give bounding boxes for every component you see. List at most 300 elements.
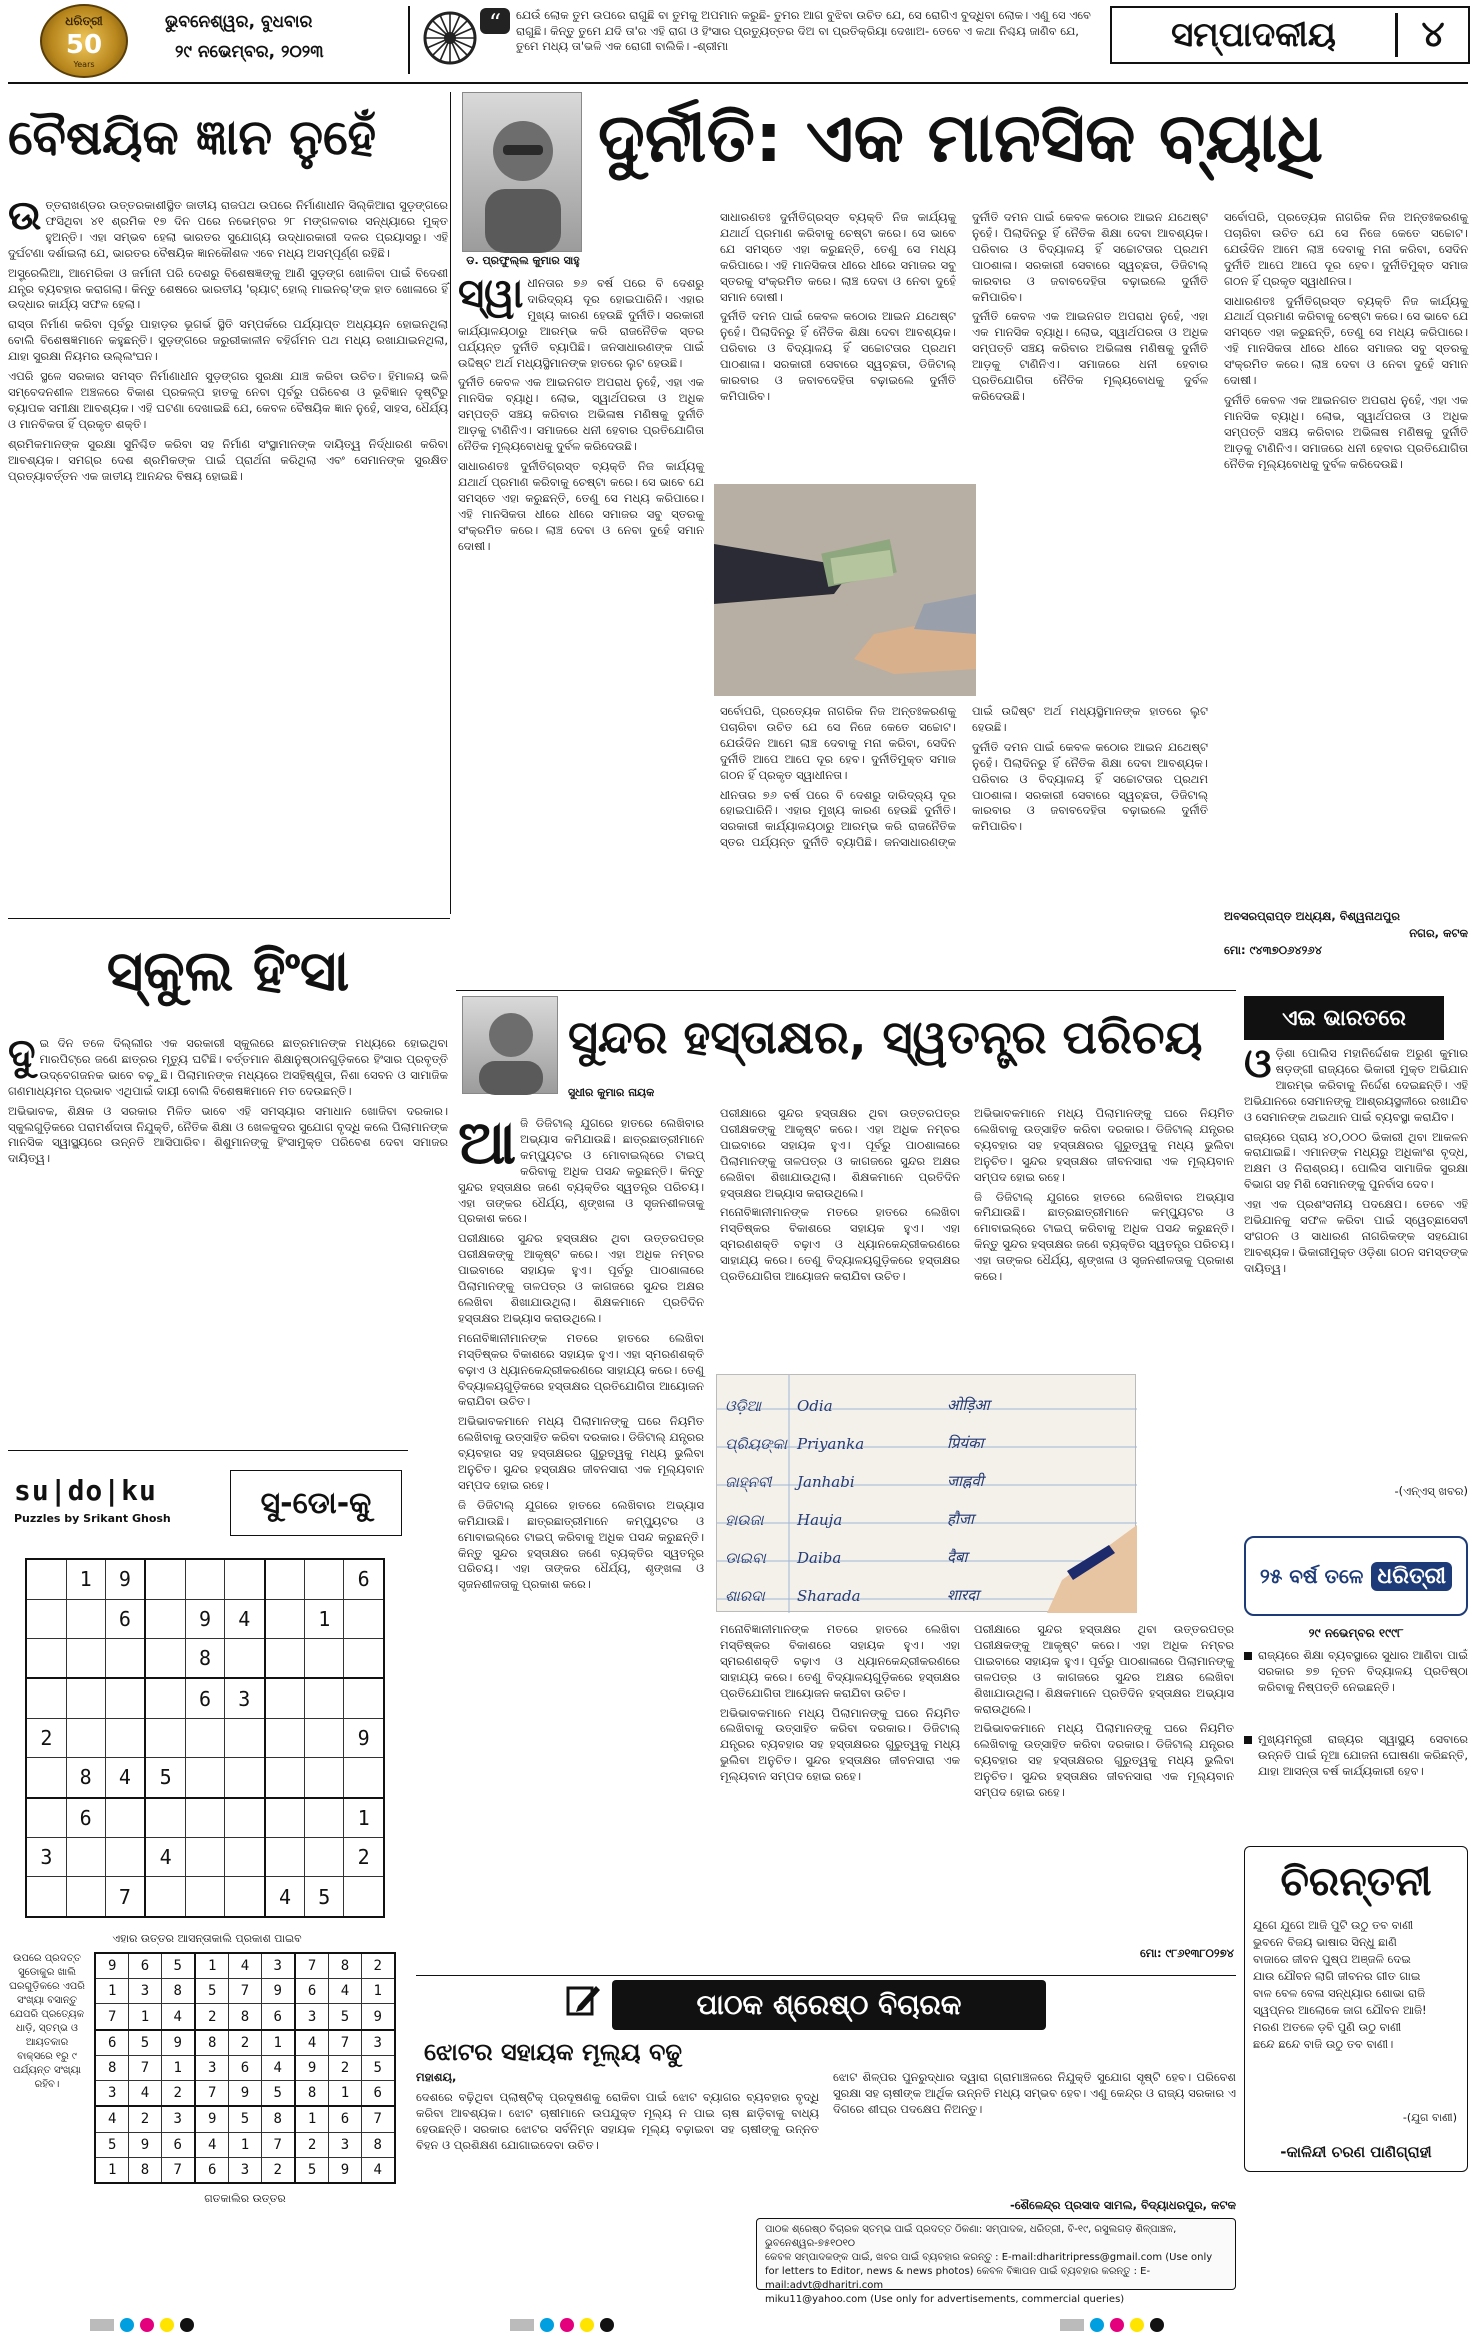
sudoku-answer-cell: 6 <box>229 2055 261 2080</box>
sudoku-answer-cell: 1 <box>329 2081 361 2107</box>
sudoku-cell[interactable] <box>305 1798 344 1838</box>
sudoku-answer-cell: 2 <box>261 2157 295 2183</box>
handwriting-sample-other: जाह्नवी <box>947 1472 984 1490</box>
header-divider-left <box>408 6 410 74</box>
sudoku-cell[interactable]: 1 <box>66 1559 105 1599</box>
sudoku-answer-cell: 4 <box>161 2004 195 2030</box>
author-photo <box>462 92 582 252</box>
sudoku-answer-cell: 4 <box>361 2157 395 2183</box>
sudoku-answer-cell: 3 <box>329 2132 361 2157</box>
sudoku-answer-cell: 8 <box>295 2081 329 2107</box>
school-para: ଅଭିଭାବକ, ଶିକ୍ଷକ ଓ ସରକାର ମିଳିତ ଭାବେ ଏହି ସମସ୍ୟାର ସମାଧାନ ଖୋଜିବା ଦରକାର। ସ୍କୁଲଗୁଡ଼ିକରେ ପରାମର୍ଶଦାତା ନିଯୁକ୍ତି, ନୈତିକ ଶିକ୍ଷା ଓ ଖେଳକୁଦର ସୁଯୋଗ ବୃଦ୍ଧି କଲେ ପିଲାମାନଙ୍କ ମାନସିକ ସ୍ୱାସ୍ଥ୍ୟରେ ଉନ୍ନତି ଆସିପାରିବ। ଶିଶୁମାନଙ୍କୁ ହିଂସାମୁକ୍ତ ପରିବେଶ ଦେବା ସମାଜର ଦାୟିତ୍ୱ। <box>8 1103 448 1166</box>
sudoku-cell[interactable]: 4 <box>265 1877 305 1917</box>
letter-title: ଝୋଟର ସହାୟକ ମୂଲ୍ୟ ବଢୁ <box>424 2038 682 2066</box>
corruption-body-bottom <box>720 704 1208 984</box>
sudoku-cell[interactable] <box>66 1877 105 1917</box>
sudoku-answer-cell: 9 <box>295 2055 329 2080</box>
sudoku-answer-cell: 2 <box>229 2030 261 2056</box>
corruption-para: ଦୁର୍ନୀତି କେବଳ ଏକ ଆଇନଗତ ଅପରାଧ ନୁହେଁ, ଏହା ଏକ ମାନସିକ ବ୍ୟାଧି। ଲୋଭ, ସ୍ୱାର୍ଥପରତା ଓ ଅଧିକ ସମ୍ପତ୍ତି ସଞ୍ଚୟ କରିବାର ଅଭିଳାଷ ମଣିଷକୁ ଦୁର୍ନୀତି ଆଡ଼କୁ ଟାଣିନିଏ। ସମାଜରେ ଧନୀ ହେବାର ପ୍ରତିଯୋଗିତା ନୈତିକ ମୂଲ୍ୟବୋଧକୁ ଦୁର୍ବଳ କରିଦେଉଛି। <box>1224 392 1468 471</box>
sudoku-answer-cell: 3 <box>261 1953 295 1979</box>
sudoku-answer-cell: 5 <box>361 2055 395 2080</box>
sudoku-answer-cell: 7 <box>129 2055 161 2080</box>
sudoku-row <box>26 1798 384 1838</box>
handwriting-para: ମନୋବିଜ୍ଞାନୀମାନଙ୍କ ମତରେ ହାତରେ ଲେଖିବା ମସ୍ତିଷ୍କର ବିକାଶରେ ସହାୟକ ହୁଏ। ଏହା ସ୍ମରଣଶକ୍ତି ବଢ଼ାଏ ଓ ଧ୍ୟାନକେନ୍ଦ୍ରୀକରଣରେ ସାହାଯ୍ୟ କରେ। ତେଣୁ ବିଦ୍ୟାଳୟଗୁଡ଼ିକରେ ହସ୍ତାକ୍ଷର ପ୍ରତିଯୋଗିତା ଆୟୋଜନ କରାଯିବା ଉଚିତ। <box>458 1330 704 1409</box>
pen-icon <box>566 1984 602 2020</box>
sudoku-cell[interactable] <box>105 1638 145 1678</box>
sudoku-cell[interactable] <box>265 1559 305 1599</box>
sudoku-row <box>95 2106 395 2132</box>
handwriting-article <box>458 996 1234 1972</box>
25-years-heading: ୨୫ ବର୍ଷ ତଳେ <box>1259 1564 1364 1588</box>
corruption-para: ସର୍ବୋପରି, ପ୍ରତ୍ୟେକ ନାଗରିକ ନିଜ ଅନ୍ତଃକରଣକୁ ପଚାରିବା ଉଚିତ ଯେ ସେ ନିଜେ କେତେ ସଚ୍ଚୋଟ। ଯେଉଁଦିନ ଆମେ ଲାଞ୍ଚ ଦେବାକୁ ମନା କରିବା, ସେଦିନ ଦୁର୍ନୀତି ଆପେ ଆପେ ଦୂର ହେବ। ଦୁର୍ନୀତିମୁକ୍ତ ସମାଜ ଗଠନ ହିଁ ପ୍ରକୃତ ସ୍ୱାଧୀନତା। <box>1224 210 1468 288</box>
letters-banner <box>612 1980 1046 2030</box>
handwriting-sample-odia: ଡାଇବା <box>725 1549 766 1567</box>
sudoku-cell[interactable] <box>66 1718 105 1757</box>
poem-line: ଯୁଗେ ଯୁଗେ ଆଜି ପୁଟି ଉଠୁ ତବ ବାଣୀ <box>1253 1918 1414 1932</box>
sudoku-answer-cell: 8 <box>129 2157 161 2183</box>
sudoku-answer-cell: 7 <box>295 1953 329 1979</box>
handwriting-para: ଅଭିଭାବକମାନେ ମଧ୍ୟ ପିଲାମାନଙ୍କୁ ଘରେ ନିୟମିତ ଲେଖିବାକୁ ଉତ୍ସାହିତ କରିବା ଦରକାର। ଡିଜିଟାଲ୍ ଯନ୍ତ୍ରର ବ୍ୟବହାର ସହ ହସ୍ତାକ୍ଷରର ଗୁରୁତ୍ୱକୁ ମଧ୍ୟ ଭୁଲିବା ଅନୁଚିତ। ସୁନ୍ଦର ହସ୍ତାକ୍ଷର ଜୀବନସାରା ଏକ ମୂଲ୍ୟବାନ ସମ୍ପଦ ହୋଇ ରହେ। <box>974 1721 1234 1800</box>
sudoku-cell[interactable] <box>26 1877 66 1917</box>
handwriting-para: ମନୋବିଜ୍ଞାନୀମାନଙ୍କ ମତରେ ହାତରେ ଲେଖିବା ମସ୍ତିଷ୍କର ବିକାଶରେ ସହାୟକ ହୁଏ। ଏହା ସ୍ମରଣଶକ୍ତି ବଢ଼ାଏ ଓ ଧ୍ୟାନକେନ୍ଦ୍ରୀକରଣରେ ସାହାଯ୍ୟ କରେ। ତେଣୁ ବିଦ୍ୟାଳୟଗୁଡ଼ିକରେ ହସ୍ତାକ୍ଷର ପ୍ରତିଯୋଗିତା ଆୟୋଜନ କରାଯିବା ଉଚିତ। <box>720 1205 960 1284</box>
handwriting-sample-latin: Hauja <box>797 1511 843 1529</box>
masthead <box>0 0 1476 82</box>
sudoku-cell[interactable] <box>224 1758 264 1798</box>
square-bullet-icon <box>1244 1736 1252 1744</box>
sudoku-answer-cell: 4 <box>295 2030 329 2056</box>
corruption-body-right <box>972 210 1208 570</box>
sudoku-cell[interactable]: 6 <box>66 1798 105 1838</box>
sudoku-cell[interactable] <box>26 1678 66 1718</box>
poem-line: ଯାଉ ଯୌବନ ଲାଗି ଜୀବନର ଗୀତ ଗାଇ <box>1253 1969 1421 1983</box>
handwriting-body-col3-lower <box>974 1622 1234 1952</box>
wheel-icon <box>422 10 478 66</box>
sudoku-cell[interactable] <box>305 1718 344 1757</box>
handwriting-sample-odia: ହାଉଜା <box>725 1511 764 1529</box>
this-india-para: ରାଜ୍ୟରେ ପ୍ରାୟ ୪୦,୦୦୦ ଭିକାରୀ ଥିବା ଆକଳନ କରାଯାଇଛି। ଏମାନଙ୍କ ମଧ୍ୟରୁ ଅଧିକାଂଶ ବୃଦ୍ଧ, ଅକ୍ଷମ ଓ ନିରାଶ୍ରୟ। ପୋଲିସ ସାମାଜିକ ସୁରକ୍ଷା ବିଭାଗ ସହ ମିଶି ସେମାନଙ୍କୁ ପୁନର୍ବାସ ଦେବ। <box>1244 1129 1468 1192</box>
section-title-box <box>1110 6 1470 64</box>
handwriting-body-col1 <box>458 1108 704 1936</box>
sudoku-cell[interactable] <box>66 1599 105 1638</box>
poem-line: ଛନ୍ଦେ ଛନ୍ଦେ ବାଜି ଉଠୁ ତବ ବାଣୀ। <box>1253 2037 1394 2051</box>
sudoku-cell[interactable] <box>344 1599 384 1638</box>
sudoku-cell[interactable] <box>105 1718 145 1757</box>
corruption-headline: ଦୁର୍ନୀତି: ଏକ ମାନସିକ ବ୍ୟାଧି <box>598 99 1324 178</box>
sudoku-answer-cell: 5 <box>329 2004 361 2030</box>
handwriting-para: ଅଭିଭାବକମାନେ ମଧ୍ୟ ପିଲାମାନଙ୍କୁ ଘରେ ନିୟମିତ ଲେଖିବାକୁ ଉତ୍ସାହିତ କରିବା ଦରକାର। ଡିଜିଟାଲ୍ ଯନ୍ତ୍ରର ବ୍ୟବହାର ସହ ହସ୍ତାକ୍ଷରର ଗୁରୁତ୍ୱକୁ ମଧ୍ୟ ଭୁଲିବା ଅନୁଚିତ। ସୁନ୍ଦର ହସ୍ତାକ୍ଷର ଜୀବନସାରା ଏକ ମୂଲ୍ୟବାନ ସମ୍ପଦ ହୋଇ ରହେ। <box>458 1414 704 1492</box>
footer-address: ପାଠକ ଶ୍ରେଷ୍ଠ ବିଚାରକ ସ୍ତମ୍ଭ ପାଇଁ ପ୍ରଦତ୍ତ ଠିକଣା: ସମ୍ପାଦକ, ଧରିତ୍ରୀ, ବି-୧୯, ରସୁଲଗଡ଼ ଶିଳ୍ପାଞ୍ଚଳ, ଭୁବନେଶ୍ୱର-୭୫୧୦୧୦ <box>765 2224 1177 2249</box>
sudoku-cell[interactable] <box>26 1559 66 1599</box>
sudoku-cell[interactable] <box>224 1877 264 1917</box>
sudoku-cell[interactable] <box>265 1638 305 1678</box>
handwriting-sample-row <box>717 1495 1057 1533</box>
footer-email-advt[interactable]: miku11@yahoo.com (Use only for advertisements, commercial queries) <box>765 2294 1125 2305</box>
logo-brand-text: ଧରିତ୍ରୀ <box>65 14 103 28</box>
handwriting-sample-odia: ଜାହ୍ନବୀ <box>725 1473 772 1491</box>
sudoku-answer-cell: 6 <box>95 2030 129 2056</box>
sudoku-answer-cell: 9 <box>261 1979 295 2004</box>
corruption-para: ଧୀନତାର ୭୬ ବର୍ଷ ପରେ ବି ଦେଶରୁ ଦାରିଦ୍ର୍ୟ ଦୂର ହୋଇପାରିନି। ଏହାର ମୁଖ୍ୟ କାରଣ ହେଉଛି ଦୁର୍ନୀତି। ସରକାରୀ କାର୍ଯ୍ୟାଳୟଠାରୁ ଆରମ୍ଭ କରି ରାଜନୈତିକ ସ୍ତର ପର୍ଯ୍ୟନ୍ତ ଦୁର୍ନୀତି ବ୍ୟାପିଛି। ଜନସାଧାରଣଙ୍କ ପାଇଁ ଉଦ୍ଦିଷ୍ଟ ଅର୍ଥ ମଧ୍ୟସ୍ଥିମାନଙ୍କ ହାତରେ ଲୁଟ ହେଉଛି। <box>458 276 704 370</box>
poem-line: ବାଳ ବେଳ ବେଳା ସନ୍ଧ୍ୟାର ଶୋଭା ରାଜି <box>1253 1986 1426 2000</box>
chirantani-ref: -(ଯୁଗ ବାଣୀ) <box>1402 2111 1457 2124</box>
sudoku-cell[interactable] <box>145 1599 185 1638</box>
sudoku-answer-cell: 6 <box>195 2157 229 2183</box>
sudoku-cell[interactable] <box>344 1638 384 1678</box>
sudoku-row <box>26 1638 384 1678</box>
sudoku-answer-cell: 5 <box>295 2157 329 2183</box>
sudoku-answer-cell: 3 <box>195 2055 229 2080</box>
sudoku-cell[interactable]: 3 <box>26 1838 66 1877</box>
handwriting-para: ପରୀକ୍ଷାରେ ସୁନ୍ଦର ହସ୍ତାକ୍ଷର ଥିବା ଉତ୍ତରପତ୍ର ପରୀକ୍ଷକଙ୍କୁ ଆକୃଷ୍ଟ କରେ। ଏହା ଅଧିକ ନମ୍ବର ପାଇବାରେ ସହାୟକ ହୁଏ। ପୂର୍ବରୁ ପାଠଶାଳାରେ ପିଲାମାନଙ୍କୁ ତାଳପତ୍ର ଓ କାଗଜରେ ସୁନ୍ଦର ଅକ୍ଷର ଲେଖିବା ଶିଖାଯାଉଥିଲା। ଶିକ୍ଷକମାନେ ପ୍ରତିଦିନ ହସ୍ତାକ୍ଷର ଅଭ୍ୟାସ କରାଉଥିଲେ। <box>974 1622 1234 1716</box>
corruption-contact <box>1224 908 1468 959</box>
sudoku-answer-cell: 6 <box>161 2132 195 2157</box>
sudoku-row <box>26 1758 384 1798</box>
sudoku-row <box>26 1718 384 1757</box>
sudoku-answer-cell: 8 <box>329 1953 361 1979</box>
handwriting-sample-other: ओड़िआ <box>947 1396 990 1414</box>
25-years-banner <box>1244 1536 1468 1616</box>
this-india-body <box>1244 1041 1468 1480</box>
sudoku-answer-cell: 7 <box>161 2157 195 2183</box>
handwriting-sample-row <box>717 1533 1057 1571</box>
sudoku-answer-cell: 4 <box>129 2081 161 2107</box>
sudoku-cell[interactable] <box>265 1599 305 1638</box>
sudoku-cell[interactable]: 8 <box>66 1758 105 1798</box>
handwriting-headline: ସୁନ୍ଦର ହସ୍ତାକ୍ଷର, ସ୍ୱତନ୍ତ୍ର ପରିଚୟ <box>568 1010 1203 1064</box>
this-india-para: ଏହା ଏକ ପ୍ରଶଂସନୀୟ ପଦକ୍ଷେପ। ତେବେ ଏହି ଅଭିଯାନକୁ ସଫଳ କରିବା ପାଇଁ ସ୍ୱେଚ୍ଛାସେବୀ ସଂଗଠନ ଓ ସାଧାରଣ ନାଗରିକଙ୍କ ସହଯୋଗ ଆବଶ୍ୟକ। ଭିକାରୀମୁକ୍ତ ଓଡ଼ିଶା ଗଠନ ସମସ୍ତଙ୍କ ଦାୟିତ୍ୱ। <box>1244 1197 1468 1275</box>
sudoku-cell[interactable] <box>186 1798 225 1838</box>
handwriting-sample-row <box>717 1457 1057 1495</box>
sudoku-row <box>26 1599 384 1638</box>
sudoku-row <box>95 1953 395 1979</box>
corruption-para: ସାଧାରଣତଃ ଦୁର୍ନୀତିଗ୍ରସ୍ତ ବ୍ୟକ୍ତି ନିଜ କାର୍ଯ୍ୟକୁ ଯଥାର୍ଥ ପ୍ରମାଣ କରିବାକୁ ଚେଷ୍ଟା କରେ। ସେ ଭାବେ ଯେ ସମସ୍ତେ ଏହା କରୁଛନ୍ତି, ତେଣୁ ସେ ମଧ୍ୟ କରିପାରେ। ଏହି ମାନସିକତା ଧୀରେ ଧୀରେ ସମାଜର ସବୁ ସ୍ତରକୁ ସଂକ୍ରମିତ କରେ। ଲାଞ୍ଚ ଦେବା ଓ ନେବା ଦୁହେଁ ସମାନ ଦୋଷୀ। <box>1224 293 1468 388</box>
poem-line: ମରଣ ଅତଳେ ଡ଼ବି ପୁଣି ଉଠୁ ବାଣୀ <box>1253 2020 1402 2034</box>
sudoku-cell[interactable] <box>26 1798 66 1838</box>
sudoku-cell[interactable] <box>344 1678 384 1718</box>
sudoku-answer-grid <box>94 1952 396 2184</box>
handwriting-para: ଅଭିଭାବକମାନେ ମଧ୍ୟ ପିଲାମାନଙ୍କୁ ଘରେ ନିୟମିତ ଲେଖିବାକୁ ଉତ୍ସାହିତ କରିବା ଦରକାର। ଡିଜିଟାଲ୍ ଯନ୍ତ୍ରର ବ୍ୟବହାର ସହ ହସ୍ତାକ୍ଷରର ଗୁରୁତ୍ୱକୁ ମଧ୍ୟ ଭୁଲିବା ଅନୁଚିତ। ସୁନ୍ଦର ହସ୍ତାକ୍ଷର ଜୀବନସାରା ଏକ ମୂଲ୍ୟବାନ ସମ୍ପଦ ହୋଇ ରହେ। <box>974 1106 1234 1184</box>
sudoku-cell[interactable] <box>186 1559 225 1599</box>
sudoku-answer-cell: 3 <box>161 2106 195 2132</box>
quote-mark-icon: “ <box>480 8 510 34</box>
school-para: ଇ ଦିନ ତଳେ ଦିଲ୍ଲୀର ଏକ ସରକାରୀ ସ୍କୁଲରେ ଛାତ୍ରମାନଙ୍କ ମଧ୍ୟରେ ହୋଇଥିବା ମାରପିଟ୍‌ରେ ଜଣେ ଛାତ୍ରର ମୃତ୍ୟୁ ଘଟିଛି। ବର୍ତ୍ତମାନ ଶିକ୍ଷାନୁଷ୍ଠାନଗୁଡ଼ିକରେ ହିଂସାର ପ୍ରବୃତ୍ତି ଉଦ୍‌ବେଗଜନକ ଭାବେ ବଢ଼ୁଛି। ପିଲାମାନଙ୍କ ମଧ୍ୟରେ ଅସହିଷ୍ଣୁତା, ନିଶା ସେବନ ଓ ସାମାଜିକ ଗଣମାଧ୍ୟମର ପ୍ରଭାବ ଏଥିପାଇଁ ଦାୟୀ ବୋଲି ବିଶେଷଜ୍ଞମାନେ ମତ ଦେଉଛନ୍ତି। <box>8 1036 448 1098</box>
corruption-para: ଦୁର୍ନୀତି ଦମନ ପାଇଁ କେବଳ କଠୋର ଆଇନ ଯଥେଷ୍ଟ ନୁହେଁ। ପିଲାଦିନରୁ ହିଁ ନୈତିକ ଶିକ୍ଷା ଦେବା ଆବଶ୍ୟକ। ପରିବାର ଓ ବିଦ୍ୟାଳୟ ହିଁ ସଚ୍ଚୋଟତାର ପ୍ରଥମ ପାଠଶାଳା। ସରକାରୀ ସେବାରେ ସ୍ୱଚ୍ଛତା, ଡିଜିଟାଲ୍ କାରବାର ଓ ଜବାବଦେହିତା ବଢ଼ାଇଲେ ଦୁର୍ନୀତି କମିପାରିବ। <box>972 210 1208 304</box>
editorial-para: ତ୍ତରାଖଣ୍ଡର ଉତ୍ତରକାଶୀସ୍ଥିତ ଜାତୀୟ ରାଜପଥ ଉପରେ ନିର୍ମାଣାଧୀନ ସିଲ୍‌କିଆରା ସୁଡ଼ଙ୍ଗରେ ଫସିଥିବା ୪୧ ଶ୍ରମିକ ୧୭ ଦିନ ପରେ ନଭେମ୍ବର ୨୮ ମଙ୍ଗଳବାର ସନ୍ଧ୍ୟାରେ ମୁକ୍ତ ହୁଅନ୍ତି। ଏହା ସମ୍ଭବ ହେଲା ଭାରତର ସୁଯୋଗ୍ୟ ଉଦ୍ଧାରକାରୀ ଦଳର ପ୍ରୟାସରୁ। ଏହି ଦୁର୍ଘଟଣା ଦର୍ଶାଇଲା ଯେ, ଭାରତର ବୈଷୟିକ ଜ୍ଞାନକୌଶଳ ଏବେ ମଧ୍ୟ ଅସମ୍ପୂର୍ଣ୍ଣ ରହିଛି। <box>8 198 448 260</box>
sudoku-answer-cell: 1 <box>261 2030 295 2056</box>
sudoku-answer-cell: 2 <box>361 1953 395 1979</box>
sudoku-odia-title: ସୁ-ଡୋ-କୁ <box>260 1485 372 1521</box>
handwriting-sample-row <box>717 1571 1057 1609</box>
poem-line: ସ୍ୱପ୍ନର ଆଲୋକେ ଜାଗ ଯୌବନ ଆଜି! <box>1253 2003 1427 2017</box>
handwriting-para: ଜି ଡିଜିଟାଲ୍ ଯୁଗରେ ହାତରେ ଲେଖିବାର ଅଭ୍ୟାସ କମିଯାଉଛି। ଛାତ୍ରଛାତ୍ରୀମାନେ କମ୍ପ୍ୟୁଟର ଓ ମୋବାଇଲ୍‌ରେ ଟାଇପ୍ କରିବାକୁ ଅଧିକ ପସନ୍ଦ କରୁଛନ୍ତି। କିନ୍ତୁ ସୁନ୍ଦର ହସ୍ତାକ୍ଷର ଜଣେ ବ୍ୟକ୍ତିର ସ୍ୱତନ୍ତ୍ର ପରିଚୟ। ଏହା ତାଙ୍କର ଧୈର୍ଯ୍ୟ, ଶୃଙ୍ଖଳା ଓ ସୃଜନଶୀଳତାକୁ ପ୍ରକାଶ କରେ। <box>458 1497 704 1592</box>
editorial-para: ଏପରି ସ୍ଥଳେ ସରକାର ସମସ୍ତ ନିର୍ମାଣାଧୀନ ସୁଡ଼ଙ୍ଗର ସୁରକ୍ଷା ଯାଞ୍ଚ କରିବା ଉଚିତ। ହିମାଳୟ ଭଳି ସମ୍ବେଦନଶୀଳ ଅଞ୍ଚଳରେ ବିକାଶ ପ୍ରକଳ୍ପ ହାତକୁ ନେବା ପୂର୍ବରୁ ପରିବେଶ ଓ ଭୂବିଜ୍ଞାନ ଦୃଷ୍ଟିରୁ ବ୍ୟାପକ ସମୀକ୍ଷା ଆବଶ୍ୟକ। ଏହି ଘଟଣା ଦେଖାଇଛି ଯେ, କେବଳ ବୈଷୟିକ ଜ୍ଞାନ ନୁହେଁ, ସାହସ, ଧୈର୍ଯ୍ୟ ଓ ମାନବିକତା ହିଁ ପ୍ରକୃତ ଶକ୍ତି। <box>8 369 448 431</box>
sudoku-answer-cell: 1 <box>129 2004 161 2030</box>
page-number: ୪ <box>1421 14 1445 55</box>
chirantani-poet: -କାଳିନ୍ଦୀ ଚରଣ ପାଣିଗ୍ରାହୀ <box>1280 2143 1432 2161</box>
handwriting-sample-row <box>717 1419 1057 1457</box>
sudoku-cell[interactable] <box>305 1678 344 1718</box>
sudoku-answer-cell: 1 <box>161 2055 195 2080</box>
sudoku-cell[interactable] <box>66 1838 105 1877</box>
sudoku-cell[interactable]: 2 <box>26 1718 66 1757</box>
sudoku-cell[interactable] <box>224 1718 264 1757</box>
sudoku-cell[interactable] <box>26 1758 66 1798</box>
sudoku-answer-cell: 9 <box>229 2081 261 2107</box>
sudoku-cell[interactable] <box>224 1798 264 1838</box>
sudoku-cell[interactable] <box>26 1599 66 1638</box>
corruption-para: ଦୁର୍ନୀତି କେବଳ ଏକ ଆଇନଗତ ଅପରାଧ ନୁହେଁ, ଏହା ଏକ ମାନସିକ ବ୍ୟାଧି। ଲୋଭ, ସ୍ୱାର୍ଥପରତା ଓ ଅଧିକ ସମ୍ପତ୍ତି ସଞ୍ଚୟ କରିବାର ଅଭିଳାଷ ମଣିଷକୁ ଦୁର୍ନୀତି ଆଡ଼କୁ ଟାଣିନିଏ। ସମାଜରେ ଧନୀ ହେବାର ପ୍ରତିଯୋଗିତା ନୈତିକ ମୂଲ୍ୟବୋଧକୁ ଦୁର୍ବଳ କରିଦେଉଛି। <box>458 375 704 454</box>
sudoku-panel <box>8 1452 406 2212</box>
sudoku-answer-cell: 9 <box>329 2157 361 2183</box>
handwriting-sample-latin: Daiba <box>797 1549 842 1567</box>
handwriting-sample-other: प्रियंका <box>947 1434 984 1452</box>
sudoku-answer-cell: 4 <box>95 2106 129 2132</box>
sudoku-cell[interactable] <box>265 1798 305 1838</box>
sudoku-cell[interactable] <box>186 1877 225 1917</box>
sudoku-cell[interactable] <box>224 1559 264 1599</box>
handwriting-para: ପରୀକ୍ଷାରେ ସୁନ୍ଦର ହସ୍ତାକ୍ଷର ଥିବା ଉତ୍ତରପତ୍ର ପରୀକ୍ଷକଙ୍କୁ ଆକୃଷ୍ଟ କରେ। ଏହା ଅଧିକ ନମ୍ବର ପାଇବାରେ ସହାୟକ ହୁଏ। ପୂର୍ବରୁ ପାଠଶାଳାରେ ପିଲାମାନଙ୍କୁ ତାଳପତ୍ର ଓ କାଗଜରେ ସୁନ୍ଦର ଅକ୍ଷର ଲେଖିବା ଶିଖାଯାଉଥିଲା। ଶିକ୍ଷକମାନେ ପ୍ରତିଦିନ ହସ୍ତାକ୍ଷର ଅଭ୍ୟାସ କରାଉଥିଲେ। <box>720 1106 960 1200</box>
letters-footer <box>756 2218 1236 2305</box>
sudoku-answer-cell: 4 <box>229 1953 261 1979</box>
sudoku-cell[interactable] <box>344 1758 384 1798</box>
chirantani-poem <box>1245 1917 1467 2053</box>
sudoku-cell[interactable]: 6 <box>344 1559 384 1599</box>
handwriting-body-col3 <box>974 1106 1234 1366</box>
rule-above-letters <box>416 1975 1236 1976</box>
handwriting-sample-odia: ଓଡ଼ିଆ <box>725 1397 761 1415</box>
handwriting-sample-odia: ପ୍ରିୟଙ୍କା <box>725 1435 787 1453</box>
sudoku-brand: su|do|ku <box>14 1474 157 1507</box>
letter-signature: -ଶୈଳେନ୍ଦ୍ର ପ୍ରସାଦ ସାମଲ, ବିଦ୍ୟାଧରପୁର, କଟକ <box>1009 2198 1236 2212</box>
sudoku-answer-cell: 8 <box>95 2055 129 2080</box>
sudoku-cell[interactable]: 1 <box>344 1798 384 1838</box>
sudoku-cell[interactable]: 5 <box>145 1758 185 1798</box>
sudoku-cell[interactable]: 4 <box>224 1599 264 1638</box>
registration-marks-mid <box>510 2318 614 2332</box>
dharitri-50-years-logo <box>40 4 128 78</box>
sudoku-answer-note: ଏହାର ଉତ୍ତର ଆସନ୍ତାକାଲି ପ୍ରକାଶ ପାଇବ <box>112 1932 302 1945</box>
sudoku-cell[interactable]: 9 <box>344 1718 384 1757</box>
rule-above-handwriting <box>456 990 1236 991</box>
sudoku-cell[interactable] <box>265 1758 305 1798</box>
sudoku-answer-cell: 7 <box>95 2004 129 2030</box>
sudoku-cell[interactable] <box>145 1559 185 1599</box>
this-india-signoff: -(ଏନ୍‌ଏସ୍ ଖବର) <box>1394 1484 1468 1498</box>
editorial-headline: ବୈଷୟିକ ଜ୍ଞାନ ନୁହେଁ <box>8 109 377 166</box>
sudoku-answer-cell: 1 <box>95 2157 129 2183</box>
this-india-title-box <box>1244 996 1444 1040</box>
sudoku-row <box>95 2030 395 2056</box>
sudoku-cell[interactable]: 9 <box>186 1599 225 1638</box>
sudoku-answer-cell: 6 <box>329 2106 361 2132</box>
sudoku-cell[interactable] <box>145 1638 185 1678</box>
square-bullet-icon <box>1244 1652 1252 1660</box>
corruption-para: ଦୁର୍ନୀତି ଦମନ ପାଇଁ କେବଳ କଠୋର ଆଇନ ଯଥେଷ୍ଟ ନୁହେଁ। ପିଲାଦିନରୁ ହିଁ ନୈତିକ ଶିକ୍ଷା ଦେବା ଆବଶ୍ୟକ। ପରିବାର ଓ ବିଦ୍ୟାଳୟ ହିଁ ସଚ୍ଚୋଟତାର ପ୍ରଥମ ପାଠଶାଳା। ସରକାରୀ ସେବାରେ ସ୍ୱଚ୍ଛତା, ଡିଜିଟାଲ୍ କାରବାର ଓ ଜବାବଦେହିତା ବଢ଼ାଇଲେ ଦୁର୍ନୀତି କମିପାରିବ। <box>972 739 1208 834</box>
sudoku-cell[interactable]: 6 <box>105 1599 145 1638</box>
editorial-para: ରାସ୍ତା ନିର୍ମାଣ କରିବା ପୂର୍ବରୁ ପାହାଡ଼ର ଭୂଗର୍ଭ ସ୍ଥିତି ସମ୍ପର୍କରେ ପର୍ଯ୍ୟାପ୍ତ ଅଧ୍ୟୟନ ହୋଇନଥିଲା ବୋଲି ବିଶେଷଜ୍ଞମାନେ କହୁଛନ୍ତି। ସୁଡ଼ଙ୍ଗରେ ଜରୁରୀକାଳୀନ ବହିର୍ଗମନ ପଥ ମଧ୍ୟ ରଖାଯାଇନଥିଲା, ଯାହା ସୁରକ୍ଷା ନିୟମର ଉଲ୍ଲଂଘନ। <box>8 317 448 364</box>
chirantani-panel <box>1244 1846 1468 2172</box>
corruption-author: ଡ. ପ୍ରଫୁଲ୍ଲ କୁମାର ସାହୁ <box>466 254 580 267</box>
sudoku-answer-cell: 6 <box>261 2004 295 2030</box>
sudoku-answer-cell: 2 <box>161 2081 195 2107</box>
sudoku-answer-cell: 8 <box>195 2030 229 2056</box>
editorial-para: ଅସ୍ଟ୍ରେଲିଆ, ଆମେରିକା ଓ ଜର୍ମାନୀ ପରି ଦେଶରୁ ବିଶେଷଜ୍ଞଙ୍କୁ ଆଣି ସୁଡ଼ଙ୍ଗ ଖୋଳିବା ପାଇଁ ବିଦେଶୀ ଯନ୍ତ୍ର ବ୍ୟବହାର କରାଗଲା। କିନ୍ତୁ ଶେଷରେ ଭାରତୀୟ 'ର୍‍ୟାଟ୍ ହୋଲ୍ ମାଇନର୍'ଙ୍କ ହାତ ଖୋଳାରେ ହିଁ ଉଦ୍ଧାର କାର୍ଯ୍ୟ ସଫଳ ହେଲା। <box>8 265 448 312</box>
sudoku-row <box>26 1678 384 1718</box>
sudoku-answer-cell: 9 <box>361 2004 395 2030</box>
handwriting-para: ଜି ଡିଜିଟାଲ୍ ଯୁଗରେ ହାତରେ ଲେଖିବାର ଅଭ୍ୟାସ କମିଯାଉଛି। ଛାତ୍ରଛାତ୍ରୀମାନେ କମ୍ପ୍ୟୁଟର ଓ ମୋବାଇଲ୍‌ରେ ଟାଇପ୍ କରିବାକୁ ଅଧିକ ପସନ୍ଦ କରୁଛନ୍ତି। କିନ୍ତୁ ସୁନ୍ଦର ହସ୍ତାକ୍ଷର ଜଣେ ବ୍ୟକ୍ତିର ସ୍ୱତନ୍ତ୍ର ପରିଚୟ। ଏହା ତାଙ୍କର ଧୈର୍ଯ୍ୟ, ଶୃଙ୍ଖଳା ଓ ସୃଜନଶୀଳତାକୁ ପ୍ରକାଶ କରେ। <box>458 1116 704 1226</box>
sudoku-answer-cell: 3 <box>295 2004 329 2030</box>
sudoku-cell[interactable] <box>145 1798 185 1838</box>
25-years-item-text: ରାଜ୍ୟରେ ଶିକ୍ଷା ବ୍ୟବସ୍ଥାରେ ସୁଧାର ଆଣିବା ପାଇଁ ସରକାର ୭୭ ନୂତନ ବିଦ୍ୟାଳୟ ପ୍ରତିଷ୍ଠା କରିବାକୁ ନିଷ୍ପତ୍ତି ନେଇଛନ୍ତି। <box>1258 1648 1468 1694</box>
sudoku-cell[interactable] <box>186 1718 225 1757</box>
rule-above-sudoku <box>8 1450 408 1451</box>
footer-email-editor[interactable]: କେବଳ ସମ୍ପାଦକଙ୍କ ପାଇଁ, ଖବର ପାଇଁ ବ୍ୟବହାର କରନ୍ତୁ : E-mail:dharitripress@gmail.com (Use only for letters to Editor, news & news photos) କେବଳ ବିଜ୍ଞାପନ ପାଇଁ ବ୍ୟବହାର କରନ୍ତୁ : E-mail:advt@dharitri.com <box>765 2252 1213 2291</box>
25-years-ago <box>1244 1536 1468 1836</box>
sudoku-cell[interactable] <box>145 1877 185 1917</box>
sudoku-cell[interactable] <box>105 1798 145 1838</box>
contact-place: ନଗର, କଟକ <box>1409 926 1468 940</box>
this-india-para: ଡ଼ିଶା ପୋଲିସ ମହାନିର୍ଦ୍ଦେଶକ ଅରୁଣ କୁମାର ଷଡ଼ଙ୍ଗୀ ରାଜ୍ୟରେ ଭିକାରୀ ମୁକ୍ତ ଅଭିଯାନ ଆରମ୍ଭ କରିବାକୁ ନିର୍ଦ୍ଦେଶ ଦେଇଛନ୍ତି। ଏହି ଅଭିଯାନରେ ସେମାନଙ୍କୁ ଆଶ୍ରୟସ୍ଥଳୀରେ ରଖାଯିବ ଓ ସେମାନଙ୍କ ଥଇଥାନ ପାଇଁ ବ୍ୟବସ୍ଥା କରାଯିବ। <box>1244 1046 1468 1124</box>
sudoku-cell[interactable] <box>66 1678 105 1718</box>
sudoku-answer-cell: 1 <box>295 2106 329 2132</box>
sudoku-cell[interactable]: 2 <box>344 1838 384 1877</box>
sudoku-cell[interactable] <box>265 1718 305 1757</box>
sudoku-cell[interactable] <box>145 1678 185 1718</box>
handwriting-sample-row <box>717 1381 1057 1419</box>
25-years-item <box>1244 1648 1468 1728</box>
handwriting-dropcap: ଆ <box>458 1108 517 1178</box>
handwriting-photo <box>716 1374 1136 1612</box>
corruption-body-left <box>458 271 704 984</box>
sudoku-cell[interactable] <box>105 1838 145 1877</box>
contact-phone: ମୋ: ୯୪୩୭୦୬୪୨୬୪ <box>1224 943 1322 957</box>
this-india-column <box>1244 996 1468 1556</box>
sudoku-answer-cell: 6 <box>361 2081 395 2107</box>
chirantani-title: ଚିରନ୍ତନୀ <box>1280 1859 1432 1905</box>
sudoku-row <box>95 2055 395 2080</box>
sudoku-grid[interactable] <box>25 1558 385 1918</box>
sudoku-cell[interactable] <box>265 1838 305 1877</box>
sudoku-cell[interactable]: 1 <box>305 1599 344 1638</box>
handwriting-sample-rows <box>717 1381 1057 1609</box>
handwriting-author: ସୁଧୀର କୁମାର ନାୟକ <box>568 1086 655 1099</box>
sudoku-cell[interactable]: 6 <box>186 1678 225 1718</box>
25-years-item-text: ମୁଖ୍ୟମନ୍ତ୍ରୀ ରାଜ୍ୟର ସ୍ୱାସ୍ଥ୍ୟ ସେବାରେ ଉନ୍ନତି ପାଇଁ ନୂଆ ଯୋଜନା ଘୋଷଣା କରିଛନ୍ତି, ଯାହା ଆସନ୍ତା ବର୍ଷ କାର୍ଯ୍ୟକାରୀ ହେବ। <box>1258 1732 1468 1778</box>
sudoku-answer-cell: 5 <box>129 2030 161 2056</box>
corruption-para: ସର୍ବୋପରି, ପ୍ରତ୍ୟେକ ନାଗରିକ ନିଜ ଅନ୍ତଃକରଣକୁ ପଚାରିବା ଉଚିତ ଯେ ସେ ନିଜେ କେତେ ସଚ୍ଚୋଟ। ଯେଉଁଦିନ ଆମେ ଲାଞ୍ଚ ଦେବାକୁ ମନା କରିବା, ସେଦିନ ଦୁର୍ନୀତି ଆପେ ଆପେ ଦୂର ହେବ। ଦୁର୍ନୀତିମୁକ୍ତ ସମାଜ ଗଠନ ହିଁ ପ୍ରକୃତ ସ୍ୱାଧୀନତା। <box>720 704 956 782</box>
letter-para: ଝୋଟ ଶିଳ୍ପର ପୁନରୁଦ୍ଧାର ଦ୍ୱାରା ଗ୍ରାମାଞ୍ଚଳରେ ନିଯୁକ୍ତି ସୁଯୋଗ ସୃଷ୍ଟି ହେବ। ପରିବେଶ ସୁରକ୍ଷା ସହ ଚାଷୀଙ୍କ ଆର୍ଥିକ ଉନ୍ନତି ମଧ୍ୟ ସମ୍ଭବ ହେବ। ଏଣୁ କେନ୍ଦ୍ର ଓ ରାଜ୍ୟ ସରକାର ଏ ଦିଗରେ ଶୀଘ୍ର ପଦକ୍ଷେପ ନିଅନ୍ତୁ। <box>833 2070 1236 2116</box>
letter-salutation: ମହାଶୟ, <box>416 2070 457 2084</box>
sudoku-answer-cell: 9 <box>95 1953 129 1979</box>
sudoku-answer-cell: 9 <box>129 2132 161 2157</box>
sudoku-answer-cell: 3 <box>95 2081 129 2107</box>
handwriting-para: ଜି ଡିଜିଟାଲ୍ ଯୁଗରେ ହାତରେ ଲେଖିବାର ଅଭ୍ୟାସ କମିଯାଉଛି। ଛାତ୍ରଛାତ୍ରୀମାନେ କମ୍ପ୍ୟୁଟର ଓ ମୋବାଇଲ୍‌ରେ ଟାଇପ୍ କରିବାକୁ ଅଧିକ ପସନ୍ଦ କରୁଛନ୍ତି। କିନ୍ତୁ ସୁନ୍ଦର ହସ୍ତାକ୍ଷର ଜଣେ ବ୍ୟକ୍ତିର ସ୍ୱତନ୍ତ୍ର ପରିଚୟ। ଏହା ତାଙ୍କର ଧୈର୍ଯ୍ୟ, ଶୃଙ୍ଖଳା ଓ ସୃଜନଶୀଳତାକୁ ପ୍ରକାଶ କରେ। <box>974 1189 1234 1284</box>
sudoku-cell[interactable]: 8 <box>186 1638 225 1678</box>
sudoku-answer-cell: 9 <box>161 2030 195 2056</box>
sudoku-cell[interactable]: 7 <box>105 1877 145 1917</box>
sudoku-answer-cell: 3 <box>361 2030 395 2056</box>
sudoku-row <box>26 1877 384 1917</box>
header-bottom-rule <box>8 82 1468 84</box>
sudoku-side-note: ଉପରେ ପ୍ରଦତ୍ତ ସୁଡୋକୁର ଖାଲି ଘରଗୁଡ଼ିକରେ ଏପରି ସଂଖ୍ୟା ବସାନ୍ତୁ ଯେପରି ପ୍ରତ୍ୟେକ ଧାଡ଼ି, ସ୍ତମ୍ଭ ଓ ଆୟତକାର ବାକ୍ସରେ ୧ରୁ ୯ ପର୍ଯ୍ୟନ୍ତ ସଂଖ୍ୟା ରହିବ। <box>9 1953 85 2090</box>
sudoku-answer-cell: 1 <box>195 1953 229 1979</box>
corruption-para: ଧୀନତାର ୭୬ ବର୍ଷ ପରେ ବି ଦେଶରୁ ଦାରିଦ୍ର୍ୟ ଦୂର ହୋଇପାରିନି। ଏହାର ମୁଖ୍ୟ କାରଣ ହେଉଛି ଦୁର୍ନୀତି। ସରକାରୀ କାର୍ଯ୍ୟାଳୟଠାରୁ ଆରମ୍ଭ କରି ରାଜନୈତିକ ସ୍ତର ପର୍ଯ୍ୟନ୍ତ ଦୁର୍ନୀତି ବ୍ୟାପିଛି। ଜନସାଧାରଣଙ୍କ ପାଇଁ ଉଦ୍ଦିଷ୍ଟ ଅର୍ଥ ମଧ୍ୟସ୍ଥିମାନଙ୍କ ହାତରେ ଲୁଟ ହେଉଛି। <box>720 704 1208 850</box>
sudoku-cell[interactable]: 5 <box>305 1877 344 1917</box>
editorial-dropcap: ଉ <box>8 193 42 239</box>
sudoku-cell[interactable] <box>105 1678 145 1718</box>
sudoku-cell[interactable] <box>186 1838 225 1877</box>
sudoku-answer-cell: 7 <box>329 2030 361 2056</box>
sudoku-answer-cell: 6 <box>295 1979 329 2004</box>
contact-name: ଅବସରପ୍ରାପ୍ତ ଅଧ୍ୟକ୍ଷ, ବିଶ୍ୱନାଥପୁର <box>1224 909 1400 923</box>
sudoku-cell[interactable]: 4 <box>145 1838 185 1877</box>
sudoku-row <box>95 2132 395 2157</box>
sudoku-tagline: Puzzles by Srikant Ghosh <box>14 1512 171 1525</box>
25-years-brand: ଧରିତ୍ରୀ <box>1371 1562 1452 1591</box>
sudoku-cell[interactable] <box>224 1638 264 1678</box>
this-india-title: ଏଇ ଭାରତରେ <box>1282 1005 1406 1031</box>
sudoku-cell[interactable] <box>66 1638 105 1678</box>
sudoku-answer-cell: 8 <box>161 1979 195 2004</box>
sudoku-cell[interactable]: 9 <box>105 1559 145 1599</box>
corruption-para: ସାଧାରଣତଃ ଦୁର୍ନୀତିଗ୍ରସ୍ତ ବ୍ୟକ୍ତି ନିଜ କାର୍ଯ୍ୟକୁ ଯଥାର୍ଥ ପ୍ରମାଣ କରିବାକୁ ଚେଷ୍ଟା କରେ। ସେ ଭାବେ ଯେ ସମସ୍ତେ ଏହା କରୁଛନ୍ତି, ତେଣୁ ସେ ମଧ୍ୟ କରିପାରେ। ଏହି ମାନସିକତା ଧୀରେ ଧୀରେ ସମାଜର ସବୁ ସ୍ତରକୁ ସଂକ୍ରମିତ କରେ। ଲାଞ୍ଚ ଦେବା ଓ ନେବା ଦୁହେଁ ସମାନ ଦୋଷୀ। <box>458 458 704 553</box>
editorial-body <box>8 193 448 914</box>
sudoku-answer-cell: 7 <box>361 2106 395 2132</box>
sudoku-cell[interactable]: 4 <box>105 1758 145 1798</box>
sudoku-answer-cell: 4 <box>261 2055 295 2080</box>
sudoku-answer-cell: 1 <box>95 1979 129 2004</box>
this-india-dropcap: ଓ <box>1244 1041 1272 1087</box>
sudoku-cell[interactable] <box>344 1877 384 1917</box>
sudoku-answer-cell: 2 <box>129 2106 161 2132</box>
sudoku-answer-cell: 8 <box>361 2132 395 2157</box>
sudoku-cell[interactable] <box>305 1758 344 1798</box>
sudoku-answer-cell: 5 <box>229 2106 261 2132</box>
sudoku-cell[interactable] <box>305 1838 344 1877</box>
sudoku-cell[interactable] <box>145 1718 185 1757</box>
sudoku-answer-cell: 4 <box>329 1979 361 2004</box>
school-dropcap: ଦୁ <box>8 1031 36 1077</box>
handwriting-para: ଅଭିଭାବକମାନେ ମଧ୍ୟ ପିଲାମାନଙ୍କୁ ଘରେ ନିୟମିତ ଲେଖିବାକୁ ଉତ୍ସାହିତ କରିବା ଦରକାର। ଡିଜିଟାଲ୍ ଯନ୍ତ୍ରର ବ୍ୟବହାର ସହ ହସ୍ତାକ୍ଷରର ଗୁରୁତ୍ୱକୁ ମଧ୍ୟ ଭୁଲିବା ଅନୁଚିତ। ସୁନ୍ଦର ହସ୍ତାକ୍ଷର ଜୀବନସାରା ଏକ ମୂଲ୍ୟବାନ ସମ୍ପଦ ହୋଇ ରହେ। <box>720 1705 960 1784</box>
sudoku-answer-cell: 4 <box>195 2132 229 2157</box>
sudoku-cell[interactable] <box>224 1838 264 1877</box>
logo-years-label: Years <box>73 60 95 69</box>
sudoku-row <box>95 2157 395 2183</box>
school-violence-body <box>8 1031 448 1416</box>
handwriting-sample-other: दैबा <box>947 1548 968 1566</box>
thought-quote: ଯେଉଁ ଲୋକ ତୁମ ଉପରେ ରାଗୁଛି ବା ତୁମକୁ ଅପମାନ କରୁଛି- ତୁମର ଆଗ ବୁଝିବା ଉଚିତ ଯେ, ସେ ରୋଗିଏ ବୁଦ୍ଧିବା ଲୋକ। ଏଣୁ ସେ ଏବେ ରାଗୁଛି। କିନ୍ତୁ ତୁମେ ଯଦି ତା'ର ଏହି ରାଗ ଓ ହିଂସାର ପ୍ରତ୍ୟୁତ୍ତର ଦିଅ ବା ପ୍ରତିକ୍ରିୟା ଦେଖାଅ- ତେବେ ଏ କଥା ନିଶ୍ଚୟ ଜାଣିବ ଯେ, ତୁମେ ମଧ୍ୟ ତା'ଭଳି ଏକ ରୋଗୀ ବାଲିକି। -ଶ୍ରୀମା <box>516 8 1091 53</box>
sudoku-cell[interactable]: 3 <box>224 1678 264 1718</box>
bribe-photo <box>714 484 976 696</box>
sudoku-cell[interactable] <box>265 1678 305 1718</box>
handwriting-sample-odia: ଶାରଦା <box>725 1587 765 1605</box>
sudoku-cell[interactable] <box>26 1638 66 1678</box>
sudoku-cell[interactable] <box>305 1559 344 1599</box>
sudoku-answer-cell: 2 <box>329 2055 361 2080</box>
sudoku-answer-cell: 1 <box>229 2132 261 2157</box>
corruption-article <box>458 92 1468 984</box>
sudoku-answer-cell: 6 <box>129 1953 161 1979</box>
handwriting-body-col2-lower <box>720 1622 960 1952</box>
sudoku-cell[interactable] <box>186 1758 225 1798</box>
sudoku-row <box>95 1979 395 2004</box>
sudoku-answer-cell: 2 <box>195 2004 229 2030</box>
rule-above-school <box>8 918 450 919</box>
sudoku-answer-cell: 7 <box>229 1979 261 2004</box>
sudoku-cell[interactable] <box>305 1638 344 1678</box>
corruption-para: ସାଧାରଣତଃ ଦୁର୍ନୀତିଗ୍ରସ୍ତ ବ୍ୟକ୍ତି ନିଜ କାର୍ଯ୍ୟକୁ ଯଥାର୍ଥ ପ୍ରମାଣ କରିବାକୁ ଚେଷ୍ଟା କରେ। ସେ ଭାବେ ଯେ ସମସ୍ତେ ଏହା କରୁଛନ୍ତି, ତେଣୁ ସେ ମଧ୍ୟ କରିପାରେ। ଏହି ମାନସିକତା ଧୀରେ ଧୀରେ ସମାଜର ସବୁ ସ୍ତରକୁ ସଂକ୍ରମିତ କରେ। ଲାଞ୍ଚ ଦେବା ଓ ନେବା ଦୁହେଁ ସମାନ ଦୋଷୀ। <box>720 210 956 304</box>
sudoku-answer-cell: 8 <box>229 2004 261 2030</box>
